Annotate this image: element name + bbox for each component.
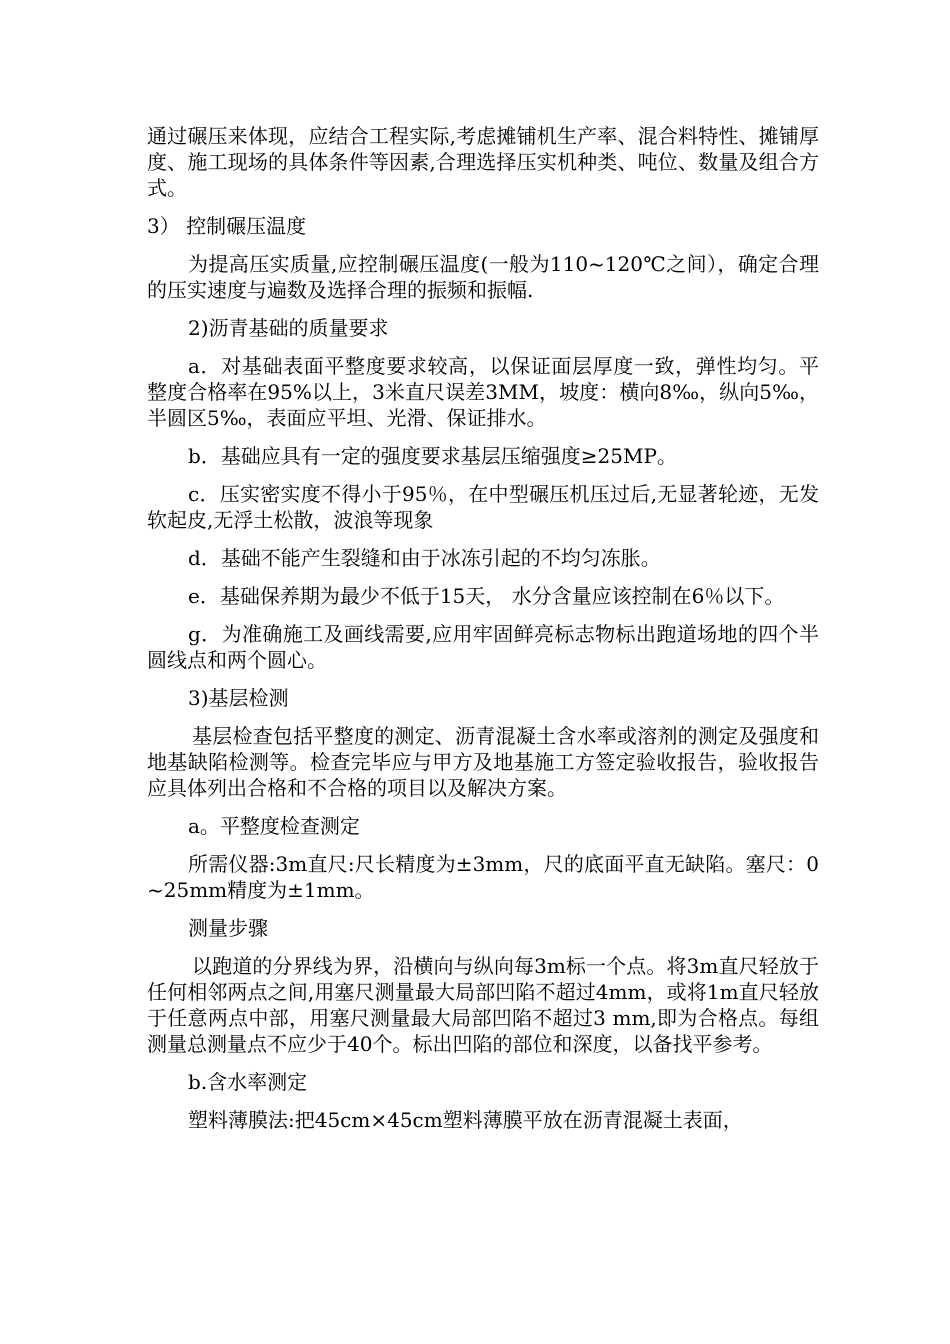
paragraph-requirement-e: e．基础保养期为最少不低于15天， 水分含量应该控制在6％以下。	[188, 584, 785, 608]
heading-measurement-steps: 测量步骤	[188, 916, 268, 940]
paragraph-plastic-film-method: 塑料薄膜法:把45cm×45cm塑料薄膜平放在沥青混凝土表面，	[188, 1108, 743, 1132]
paragraph-required-instruments: 所需仪器:3m直尺:尺长精度为±3mm，尺的底面平直无缺陷。塞尺：0~25mm精度为±1mm。	[147, 852, 819, 902]
paragraph-rolling-temperature: 为提高压实质量,应控制碾压温度(一般为110~120℃之间），确定合理的压实速度与遍数及选择合理的振频和振幅.	[147, 252, 819, 302]
heading-base-inspection: 3)基层检测	[188, 686, 289, 710]
paragraph-requirement-d: d．基础不能产生裂缝和由于冰冻引起的不均匀冻胀。	[188, 546, 661, 570]
paragraph-base-inspection: 基层检查包括平整度的测定、沥青混凝土含水率或溶剂的测定及强度和地基缺陷检测等。检查完毕应与甲方及地基施工方签定验收报告，验收报告应具体列出合格和不合格的项目以及解决方案。	[147, 724, 819, 800]
paragraph-compaction-selection: 通过碾压来体现，应结合工程实际,考虑摊铺机生产率、混合料特性、摊铺厚度、施工现场的具体条件等因素,合理选择压实机种类、吨位、数量及组合方式。	[147, 124, 819, 200]
paragraph-requirement-a: a．对基础表面平整度要求较高，以保证面层厚度一致，弹性均匀。平整度合格率在95%以上，3米直尺误差3MM，坡度：横向8‰，纵向5‰，半圆区5‰，表面应平坦、光滑、保证排水。	[147, 354, 819, 430]
paragraph-measurement-steps: 以跑道的分界线为界，沿横向与纵向每3m标一个点。将3m直尺轻放于任何相邻两点之间,用塞尺测量最大局部凹陷不超过4mm，或将1m直尺轻放于任意两点中部，用塞尺测量最大局部凹陷不超过3 mm,即为合格点。每组测量总测量点不应少于40个。标出凹陷的部位和深度，以备找平参考。	[147, 954, 819, 1056]
heading-control-rolling-temperature: 3） 控制碾压温度	[147, 214, 307, 238]
heading-flatness-test: a。平整度检查测定	[188, 814, 360, 838]
document-body	[147, 123, 819, 1145]
paragraph-requirement-g: g．为准确施工及画线需要,应用牢固鲜亮标志物标出跑道场地的四个半圆线点和两个圆心。	[147, 622, 819, 672]
paragraph-requirement-c: c．压实密实度不得小于95％，在中型碾压机压过后,无显著轮迹，无发软起皮,无浮土松散，波浪等现象	[147, 482, 819, 532]
heading-moisture-test: b.含水率测定	[188, 1070, 308, 1094]
paragraph-requirement-b: b．基础应具有一定的强度要求基层压缩强度≥25MP。	[188, 444, 677, 468]
heading-asphalt-base-requirements: 2)沥青基础的质量要求	[188, 316, 389, 340]
